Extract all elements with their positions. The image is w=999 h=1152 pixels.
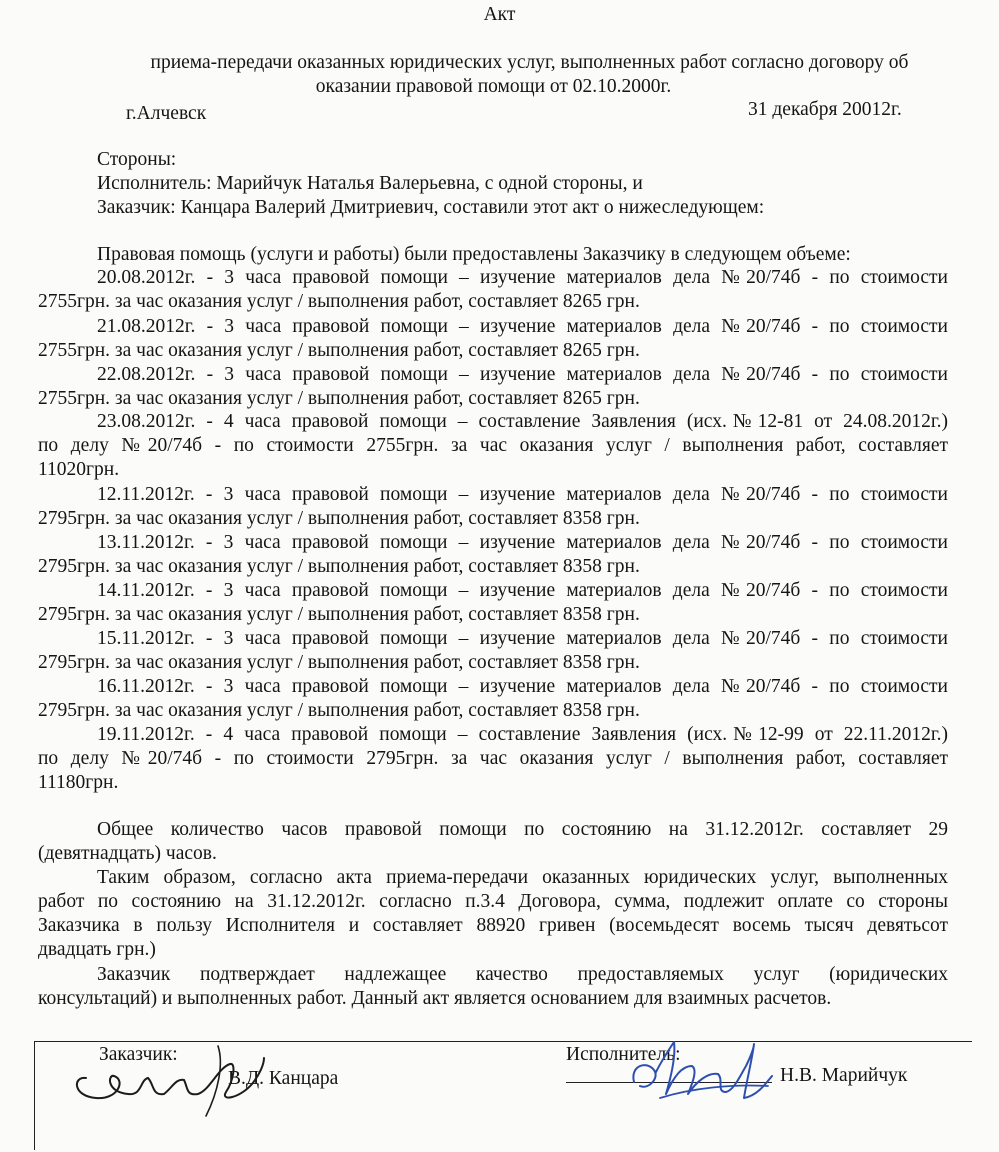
parties-heading: Стороны: — [97, 149, 177, 170]
entry-line: 13.11.2012г. - 3 часа правовой помощи – изучение материалов дела №20/74б - по стоимости — [97, 532, 948, 553]
executor-signature-image — [622, 1036, 782, 1116]
document-subtitle-line2: оказании правовой помощи от 02.10.2000г. — [315, 76, 672, 97]
entry-line: 14.11.2012г. - 3 часа правовой помощи – изучение материалов дела №20/74б - по стоимости — [97, 580, 948, 601]
entry-line: 2795грн. за час оказания услуг / выполнения работ, составляет 8358 грн. — [38, 700, 640, 721]
entry-line: 2755грн. за час оказания услуг / выполнения работ, составляет 8265 грн. — [38, 291, 640, 312]
entry-line: 2755грн. за час оказания услуг / выполнения работ, составляет 8265 грн. — [38, 340, 640, 361]
customer-signature-label: Заказчик: — [99, 1044, 178, 1065]
document-subtitle-line1: приема-передачи оказанных юридических услуг, выполненных работ согласно договору об — [150, 52, 909, 73]
executor-signature-label: Исполнитель: — [566, 1044, 681, 1065]
document-city: г.Алчевск — [126, 103, 207, 124]
summary-payment-line: двадцать грн.) — [38, 939, 156, 960]
parties-customer: Заказчик: Канцара Валерий Дмитриевич, составили этот акт о нижеследующем: — [97, 197, 765, 218]
entry-line: 15.11.2012г. - 3 часа правовой помощи – изучение материалов дела №20/74б - по стоимости — [97, 628, 948, 649]
summary-quality-line: Заказчик подтверждает надлежащее качество предоставляемых услуг (юридических — [97, 964, 948, 985]
document-title: Акт — [483, 4, 516, 25]
entry-line: 11180грн. — [38, 772, 119, 793]
entry-line: 12.11.2012г. - 3 часа правовой помощи – изучение материалов дела №20/74б - по стоимости — [97, 484, 948, 505]
entry-line: 2755грн. за час оказания услуг / выполнения работ, составляет 8265 грн. — [38, 388, 640, 409]
executor-signature-name: Н.В. Марийчук — [780, 1065, 908, 1086]
entry-line: 2795грн. за час оказания услуг / выполнения работ, составляет 8358 грн. — [38, 652, 640, 673]
entry-line: 2795грн. за час оказания услуг / выполнения работ, составляет 8358 грн. — [38, 556, 640, 577]
summary-quality-line: консультаций) и выполненных работ. Данный акт является основанием для взаимных расчетов. — [38, 988, 832, 1009]
entry-line: 20.08.2012г. - 3 часа правовой помощи – изучение материалов дела №20/74б - по стоимости — [97, 267, 948, 288]
entry-line: по делу №20/74б - по стоимости 2795грн. за час оказания услуг / выполнения работ, составляет — [38, 748, 948, 769]
entry-line: 11020грн. — [38, 459, 120, 480]
summary-payment-line: работ по состоянию на 31.12.2012г. согласно п.3.4 Договора, сумма, подлежит оплате со стороны — [38, 891, 948, 912]
entry-line: по делу №20/74б - по стоимости 2755грн. за час оказания услуг / выполнения работ, составляет — [38, 435, 948, 456]
services-intro: Правовая помощь (услуги и работы) были предоставлены Заказчику в следующем объеме: — [97, 244, 851, 265]
entry-line: 2795грн. за час оказания услуг / выполнения работ, составляет 8358 грн. — [38, 508, 640, 529]
customer-signature-image — [68, 1040, 268, 1120]
entry-line: 19.11.2012г. - 4 часа правовой помощи – составление Заявления (исх.№12-99 от 22.11.2012г.) — [97, 724, 948, 745]
summary-payment-line: Таким образом, согласно акта приема-передачи оказанных юридических услуг, выполненных — [97, 867, 948, 888]
summary-payment-line: Заказчика в пользу Исполнителя и составляет 88920 гривен (восемьдесят восемь тысяч девятьсот — [38, 915, 948, 936]
entry-line: 2795грн. за час оказания услуг / выполнения работ, составляет 8358 грн. — [38, 604, 640, 625]
entry-line: 16.11.2012г. - 3 часа правовой помощи – изучение материалов дела №20/74б - по стоимости — [97, 676, 948, 697]
document-date: 31 декабря 20012г. — [748, 99, 902, 120]
entry-line: 23.08.2012г. - 4 часа правовой помощи – составление Заявления (исх.№12-81 от 24.08.2012г.) — [97, 411, 948, 432]
customer-signature-name: В.Д. Канцара — [228, 1068, 339, 1089]
entry-line: 22.08.2012г. - 3 часа правовой помощи – изучение материалов дела №20/74б - по стоимости — [97, 364, 948, 385]
entry-line: 21.08.2012г. - 3 часа правовой помощи – изучение материалов дела №20/74б - по стоимости — [97, 316, 948, 337]
parties-executor: Исполнитель: Марийчук Наталья Валерьевна, с одной стороны, и — [97, 173, 643, 194]
summary-hours-line: Общее количество часов правовой помощи по состоянию на 31.12.2012г. составляет 29 — [97, 819, 948, 840]
summary-hours-line: (девятнадцать) часов. — [38, 843, 217, 864]
